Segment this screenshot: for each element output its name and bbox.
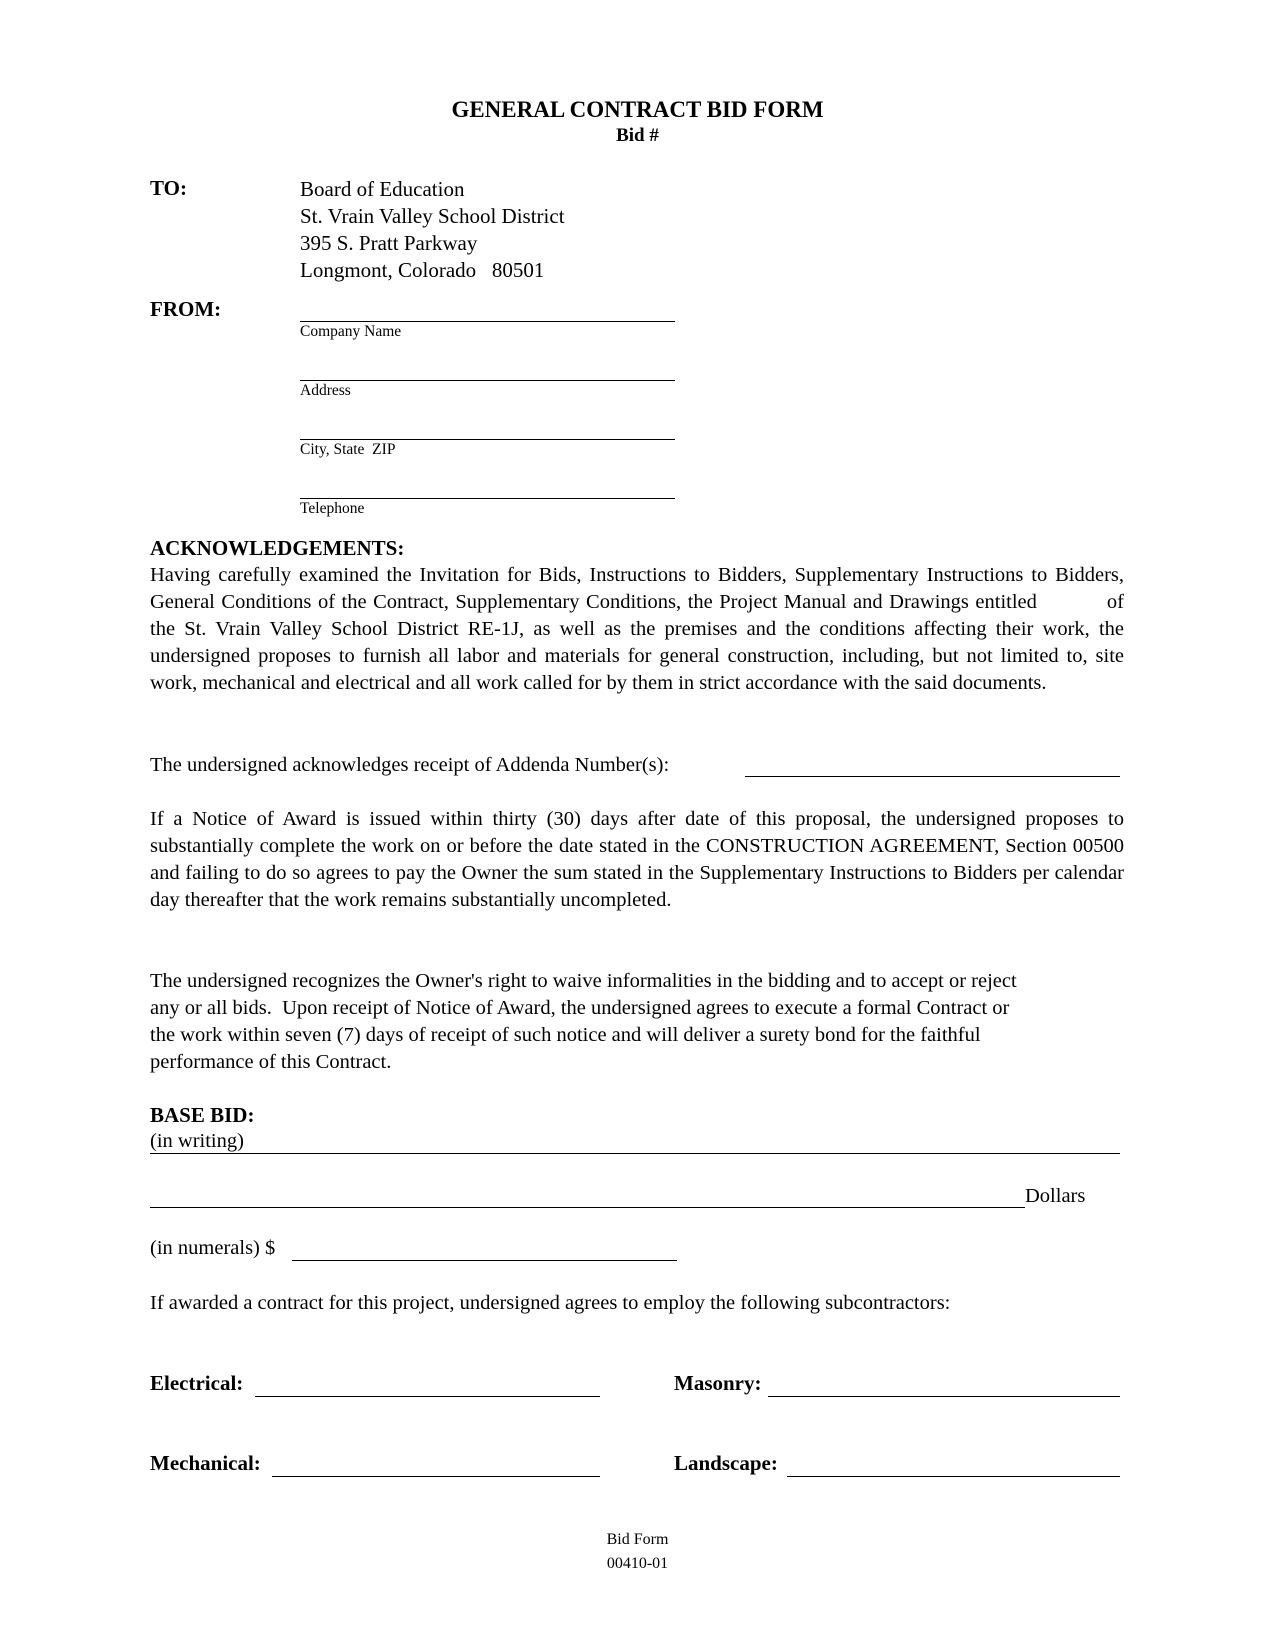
owner-rights-paragraph <box>150 968 1140 1076</box>
footer-form-name: Bid Form <box>606 1531 669 1548</box>
city-state-zip-field[interactable] <box>300 439 675 440</box>
bid-in-writing-field[interactable] <box>150 1153 1120 1154</box>
owner-rights-line: The undersigned recognizes the Owner's right to waive informalities in the bidding and to accept or reject <box>150 970 1017 992</box>
owner-rights-line: any or all bids. Upon receipt of Notice of Award, the undersigned agrees to execute a formal Contract or <box>150 997 1010 1019</box>
landscape-label: Landscape: <box>674 1451 778 1475</box>
dollars-label: Dollars <box>1025 1185 1086 1207</box>
in-numerals-label: (in numerals) $ <box>150 1237 276 1259</box>
city-state-zip-label: City, State ZIP <box>300 441 396 458</box>
subcontractors-intro: If awarded a contract for this project, undersigned agrees to employ the following subcontractors: <box>150 1292 951 1314</box>
in-writing-label: (in writing) <box>150 1130 244 1152</box>
bid-in-numerals-field[interactable] <box>292 1260 677 1261</box>
acknowledgements-paragraph <box>150 562 1124 697</box>
mechanical-subcontractor-field[interactable] <box>272 1476 600 1477</box>
telephone-label: Telephone <box>300 500 365 517</box>
ack-text-part2: of the St. Vrain Valley School District RE-1J, as well as the premises and the conditions affecting their work, the undersigned proposes to furnish all labor and materials for general construction, including, but not limited to, site work, mechanical and electrical and all work called for by them in strict accordance with the said documents. <box>150 591 1124 694</box>
electrical-label: Electrical: <box>150 1371 244 1395</box>
from-label: FROM: <box>150 297 222 321</box>
bid-in-writing-field-continued[interactable] <box>150 1207 1025 1208</box>
owner-rights-line: performance of this Contract. <box>150 1051 392 1073</box>
base-bid-heading: BASE BID: <box>150 1103 255 1127</box>
to-label: TO: <box>150 176 187 200</box>
electrical-subcontractor-field[interactable] <box>255 1396 600 1397</box>
addenda-label: The undersigned acknowledges receipt of Addenda Number(s): <box>150 754 670 776</box>
company-name-field[interactable] <box>300 321 675 322</box>
ack-text-part1: Having carefully examined the Invitation for Bids, Instructions to Bidders, Supplementary Instructions to Bidders, General Conditions of the Contract, Supplementary Conditions, the Project Manual and Drawings entitled <box>150 564 1124 613</box>
acknowledgements-heading: ACKNOWLEDGEMENTS: <box>150 536 405 560</box>
notice-of-award-paragraph: If a Notice of Award is issued within thirty (30) days after date of this proposal, the undersigned proposes to substantially complete the work on or before the date stated in the CONSTRUCTION AGREEMENT, Section 00500 and failing to do so agrees to pay the Owner the sum stated in the Supplementary Instructions to Bidders per calendar day thereafter that the work remains substantially uncompleted. <box>150 808 1124 911</box>
masonry-label: Masonry: <box>674 1371 762 1395</box>
addenda-numbers-field[interactable] <box>745 776 1120 777</box>
address-field[interactable] <box>300 380 675 381</box>
recipient-street: 395 S. Pratt Parkway <box>300 231 478 255</box>
mechanical-label: Mechanical: <box>150 1451 261 1475</box>
company-name-label: Company Name <box>300 323 402 340</box>
recipient-city: Longmont, Colorado 80501 <box>300 258 545 282</box>
form-title: GENERAL CONTRACT BID FORM <box>451 97 824 122</box>
landscape-subcontractor-field[interactable] <box>787 1476 1120 1477</box>
address-label: Address <box>300 382 351 399</box>
recipient-district: St. Vrain Valley School District <box>300 204 565 228</box>
telephone-field[interactable] <box>300 498 675 499</box>
bid-number-label: Bid # <box>616 125 659 146</box>
footer-form-number: 00410-01 <box>606 1555 669 1572</box>
recipient-name: Board of Education <box>300 177 465 201</box>
owner-rights-line: the work within seven (7) days of receipt of such notice and will deliver a surety bond for the faithful <box>150 1024 981 1046</box>
masonry-subcontractor-field[interactable] <box>768 1396 1120 1397</box>
